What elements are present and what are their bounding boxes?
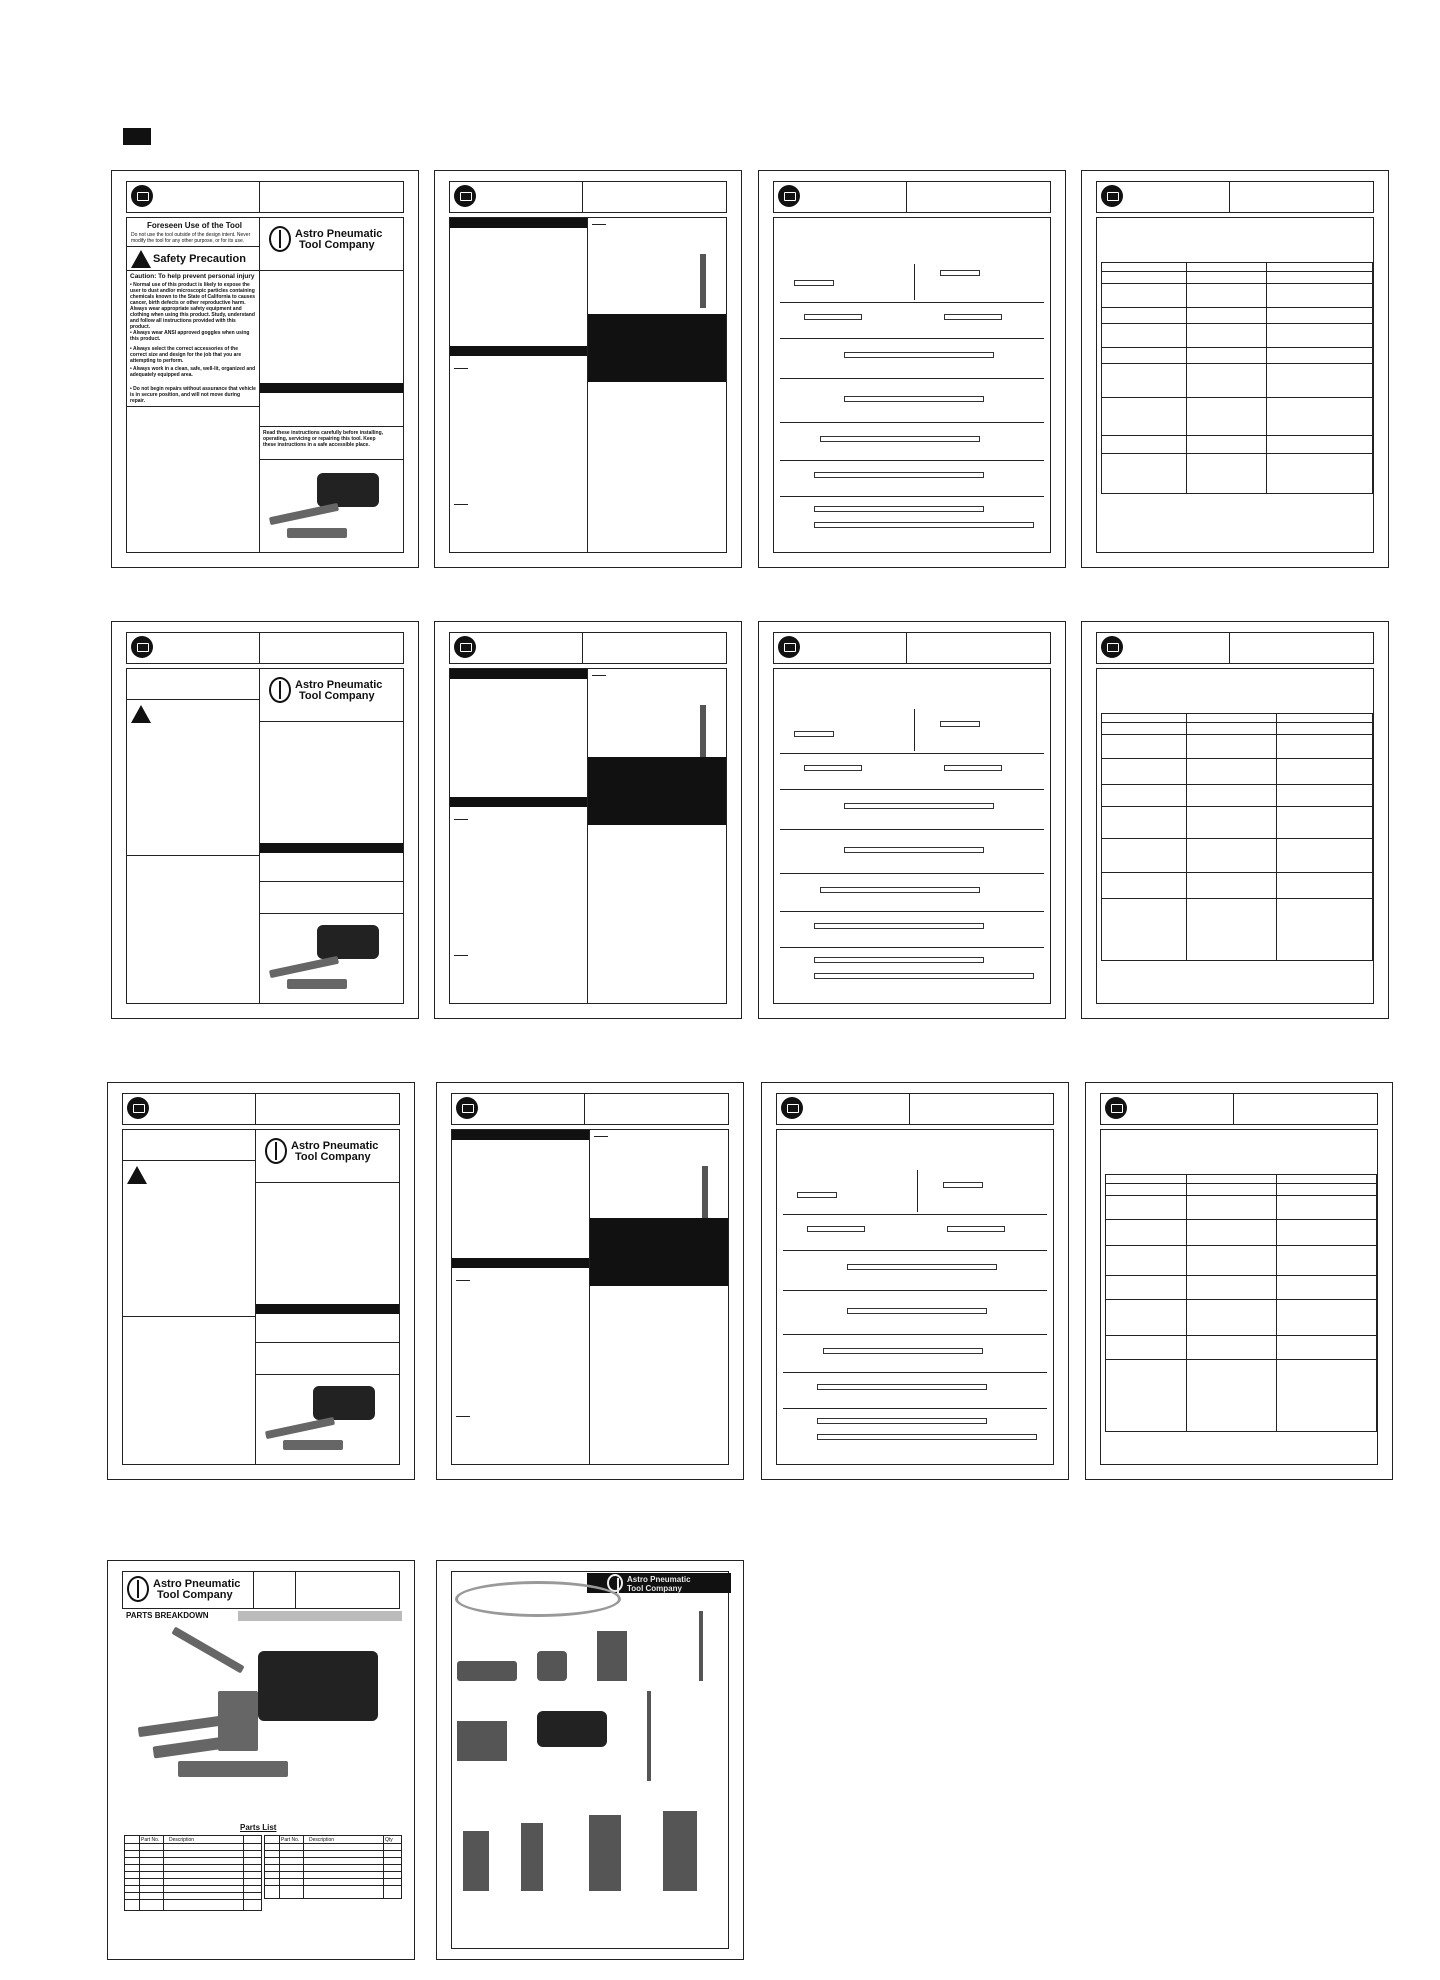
page-header <box>122 1093 400 1125</box>
book-icon <box>778 636 800 658</box>
manual-page-9 <box>107 1082 415 1480</box>
troubleshooting-table <box>1101 713 1373 961</box>
page-header <box>449 632 727 664</box>
page-header <box>773 181 1051 213</box>
jack-illustration <box>700 254 706 308</box>
troubleshooting-table <box>1105 1174 1377 1432</box>
page-header <box>449 181 727 213</box>
bottle-jack-image-1 <box>463 1831 489 1891</box>
ram-attachment-diagram <box>794 280 834 286</box>
manual-page-8 <box>1081 621 1389 1019</box>
troubleshooting-table <box>1101 262 1373 494</box>
page-label-block <box>123 128 151 145</box>
page-body <box>773 217 1051 553</box>
page-header <box>1096 632 1374 664</box>
parts-breakdown-page <box>107 1560 415 1960</box>
tool-case-image <box>317 925 379 959</box>
page-body <box>776 1129 1054 1465</box>
book-icon <box>131 185 153 207</box>
logo-mark-icon <box>269 677 291 703</box>
manual-page-3 <box>758 170 1066 568</box>
manual-page-4 <box>1081 170 1389 568</box>
foreseen-use-title: Foreseen Use of the Tool <box>147 221 242 230</box>
book-icon <box>778 185 800 207</box>
page-body <box>1096 217 1374 553</box>
book-icon <box>454 185 476 207</box>
safety-bullet-5: • Do not begin repairs without assurance that vehicle is in secure position, and will not move during repair. <box>130 386 256 404</box>
page-header <box>773 632 1051 664</box>
book-icon <box>1105 1097 1127 1119</box>
safety-bullet-2: • Always wear ANSI approved goggles when using this product. <box>130 330 250 342</box>
manual-page-6 <box>434 621 742 1019</box>
book-icon <box>454 636 476 658</box>
page-body: Foreseen Use of the Tool Do not use the tool outside of the design intent. Never modify the tool for any other purpose, or for its use. Safety Precaution Caution: To help prevent personal injury • Normal use of this product is likely to expose the user to dust and/or microscopic particles containing chemicals known to the State of California to causes cancer, birth defects or other reproductive harm. Always wear appropriate safety equipment and clothing when using this product. Study, understand and follow all instructions provided with this product. • Always wear ANSI approved goggles when using this product. • Always select the correct accessories of the correct size and design for the job that you are attempting to perform. • Always work in a clean, safe, well-lit, organized and adequately equipped area. • Do not begin repairs without assurance that vehicle is in secure position, and will not move during repair. Astro Pneumatic Tool Company Read these instructions carefully before installing, operating, servicing or repairing this tool. Keep these instructions in a safe accessible place. <box>126 217 404 553</box>
foreseen-use-text: Do not use the tool outside of the design intent. Never modify the tool for any other purpose, or for its use. <box>131 232 251 244</box>
page-header <box>776 1093 1054 1125</box>
logo-mark-icon <box>265 1138 287 1164</box>
manual-page-1 <box>111 170 419 568</box>
page-body <box>449 217 727 553</box>
porta-power-pump-image <box>171 1627 244 1674</box>
read-instructions-note: Read these instructions carefully before installing, operating, servicing or repairing this tool. Keep these instructions in a safe accessible place. <box>263 430 384 448</box>
manual-page-12 <box>1085 1082 1393 1480</box>
tool-kit-image <box>537 1711 607 1747</box>
jack-illustration <box>702 1166 708 1220</box>
book-icon <box>1101 636 1123 658</box>
warning-triangle-icon <box>131 250 151 268</box>
manual-page-5 <box>111 621 419 1019</box>
caution-title: Caution: To help prevent personal injury <box>130 273 255 280</box>
engine-stand-image <box>457 1721 507 1761</box>
safety-bullet-1: • Normal use of this product is likely to expose the user to dust and/or microscopic particles containing chemicals known to the State of California to causes cancer, birth defects or other reproductive harm. Always wear appropriate safety equipment and clothing when using this product. Study, understand and follow all instructions provided with this product. <box>130 282 256 330</box>
tripod-stand-image <box>647 1691 651 1781</box>
page-body: Astro Pneumatic Tool Company <box>126 668 404 1004</box>
product-catalog-page: Astro Pneumatic Tool Company <box>436 1560 744 1960</box>
parts-header: Astro Pneumatic Tool Company <box>122 1571 400 1609</box>
bottle-jack-image-2 <box>521 1823 543 1891</box>
air-jack-image <box>537 1651 567 1681</box>
parts-list-title: Parts List <box>240 1823 277 1832</box>
page-header <box>126 181 404 213</box>
manual-page-10 <box>436 1082 744 1480</box>
book-icon <box>781 1097 803 1119</box>
page-body <box>451 1129 729 1465</box>
page-body <box>1096 668 1374 1004</box>
book-icon <box>456 1097 478 1119</box>
parts-list-table-left: Part No. Description <box>124 1835 262 1911</box>
page-body <box>1100 1129 1378 1465</box>
parts-list-table-right: Part No. Description Qty <box>264 1835 402 1899</box>
page-body <box>773 668 1051 1004</box>
book-icon <box>127 1097 149 1119</box>
floor-jack-image <box>457 1661 517 1681</box>
logo-mark-icon <box>127 1576 149 1602</box>
book-icon <box>1101 185 1123 207</box>
page-header <box>1100 1093 1378 1125</box>
tool-kit-image <box>269 503 339 525</box>
catalog-swoosh <box>455 1581 621 1617</box>
manual-page-2 <box>434 170 742 568</box>
transmission-jack-image <box>597 1631 627 1681</box>
page-header <box>126 632 404 664</box>
jack-stand-image <box>699 1611 703 1681</box>
bottle-jack-image-3 <box>589 1815 621 1891</box>
warning-triangle-icon <box>127 1166 147 1184</box>
page-header <box>1096 181 1374 213</box>
bottle-jack-image-4 <box>663 1811 697 1891</box>
jack-illustration <box>700 705 706 759</box>
safety-bullet-3: • Always select the correct accessories of the correct size and design for the job that you are attempting to perform. <box>130 346 242 364</box>
logo-mark-icon <box>269 226 291 252</box>
tool-case-image <box>317 473 379 507</box>
tool-case-image <box>258 1651 378 1721</box>
safety-bullet-4: • Always work in a clean, safe, well-lit, organized and adequately equipped area. <box>130 366 256 378</box>
safety-precaution-title: Safety Precaution <box>153 253 246 265</box>
warning-triangle-icon <box>131 705 151 723</box>
book-icon <box>131 636 153 658</box>
page-body <box>449 668 727 1004</box>
page-body: Astro Pneumatic Tool Company <box>122 1129 400 1465</box>
page-header <box>451 1093 729 1125</box>
tool-case-image <box>313 1386 375 1420</box>
manual-page-11 <box>761 1082 1069 1480</box>
manual-page-7 <box>758 621 1066 1019</box>
parts-breakdown-title: PARTS BREAKDOWN <box>126 1611 209 1620</box>
